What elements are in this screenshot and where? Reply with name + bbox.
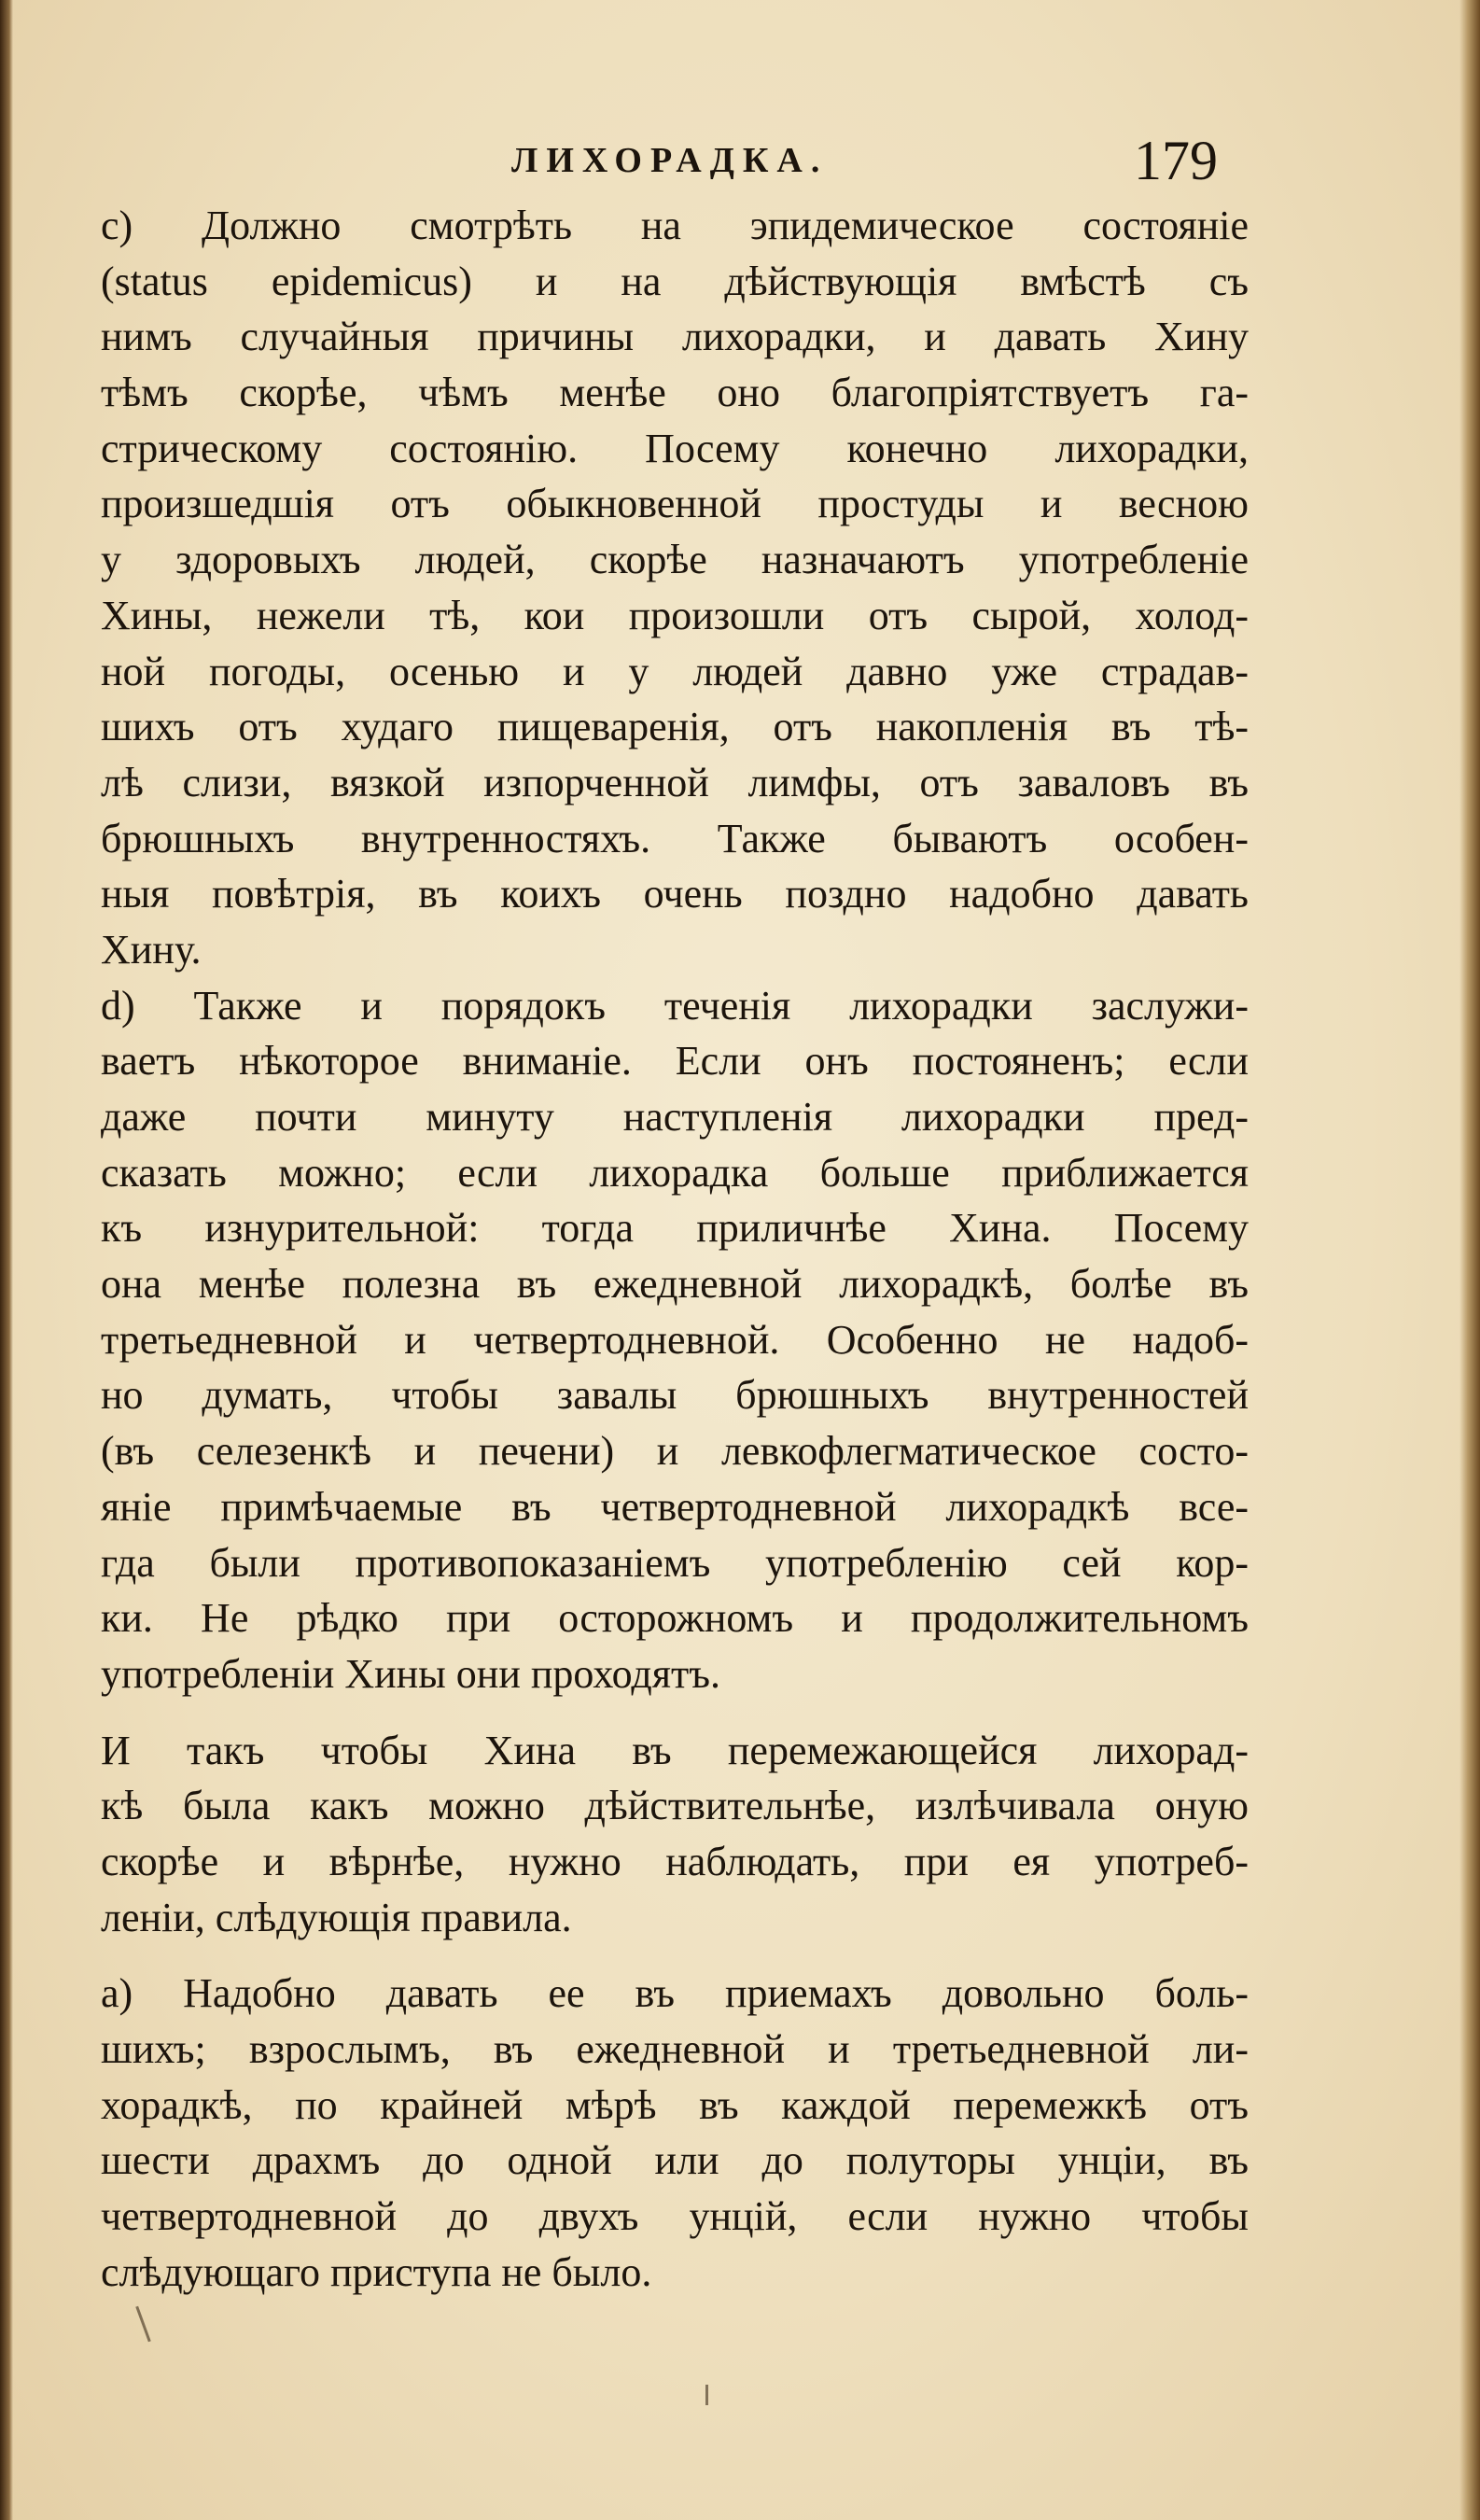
text-line: даже почти минуту наступленія лихорадки пред- (101, 1094, 1249, 1140)
text-line: ныя повѣтрія, въ коихъ очень поздно надобно давать (101, 871, 1249, 917)
page-edge-left (0, 0, 13, 2520)
text-line: И такъ чтобы Хина въ перемежающейся лихорад- (101, 1727, 1249, 1773)
text-line: тѣмъ скорѣе, чѣмъ менѣе оно благопріятствуетъ га- (101, 370, 1249, 416)
text-line: (status epidemicus) и на дѣйствующія вмѣстѣ съ (101, 258, 1249, 304)
text-line: (въ селезенкѣ и печени) и левкофлегматическое состо- (101, 1428, 1249, 1475)
page-number: 179 (1134, 130, 1218, 191)
text-line: нимъ случайныя причины лихорадки, и давать Хину (101, 314, 1249, 360)
text-line: Хины, нежели тѣ, кои произошли отъ сырой, холод- (101, 592, 1249, 638)
text-line: кѣ была какъ можно дѣйствительнѣе, излѣчивала оную (101, 1783, 1249, 1829)
text-line: четвертодневной до двухъ унцій, если нужно чтобы (101, 2193, 1249, 2240)
text-line: лѣ слизи, вязкой изпорченной лимфы, отъ заваловъ въ (101, 759, 1249, 805)
text-line: a) Надобно давать ее въ приемахъ довольно боль- (101, 1970, 1249, 2017)
text-line: употребленіи Хины они проходятъ. (101, 1650, 720, 1697)
text-line: Хину. (101, 926, 202, 973)
page-edge-right (1459, 0, 1480, 2520)
text-line: гда были противопоказаніемъ употребленію сей кор- (101, 1539, 1249, 1586)
text-line: яніе примѣчаемые въ четвертодневной лихорадкѣ все- (101, 1483, 1249, 1530)
text-line: ки. Не рѣдко при осторожномъ и продолжительномъ (101, 1595, 1249, 1642)
text-line: леніи, слѣдующія правила. (101, 1894, 572, 1940)
page-blemish (705, 2385, 708, 2405)
body-text (101, 198, 1249, 2300)
text-line: скорѣе и вѣрнѣе, нужно наблюдать, при ея употреб- (101, 1838, 1249, 1884)
text-line: ваетъ нѣкоторое вниманіе. Если онъ постояненъ; если (101, 1038, 1249, 1085)
text-line: шихъ отъ худаго пищеваренія, отъ накопленія въ тѣ- (101, 704, 1249, 750)
text-line: шихъ; взрослымъ, въ ежедневной и третьедневной ли- (101, 2026, 1249, 2072)
text-line: брюшныхъ внутренностяхъ. Также бываютъ особен- (101, 815, 1249, 861)
text-line: третьедневной и четвертодневной. Особенно не надоб- (101, 1316, 1249, 1363)
text-line: слѣдующаго приступа не было. (101, 2248, 652, 2295)
text-line: но думать, чтобы завалы брюшныхъ внутренностей (101, 1372, 1249, 1419)
paragraph-gap (101, 1702, 1249, 1723)
text-line: у здоровыхъ людей, скорѣе назначаютъ употребленіе (101, 537, 1249, 583)
text-line: хорадкѣ, по крайней мѣрѣ въ каждой перемежкѣ отъ (101, 2081, 1249, 2128)
text-line: произшедшія отъ обыкновенной простуды и весною (101, 481, 1249, 527)
text-line: она менѣе полезна въ ежедневной лихорадкѣ, болѣе въ (101, 1261, 1249, 1308)
running-title: ЛИХОРАДКА. (511, 141, 829, 180)
text-line: шести драхмъ до одной или до полуторы унціи, въ (101, 2137, 1249, 2184)
text-line: стрическому состоянію. Посему конечно лихорадки, (101, 425, 1249, 471)
page-blemish (135, 2306, 150, 2343)
text-line: c) Должно смотрѣть на эпидемическое состояніе (101, 203, 1249, 248)
text-line: сказать можно; если лихорадка больше приближается (101, 1149, 1249, 1196)
text-line: ной погоды, осенью и у людей давно уже страдав- (101, 648, 1249, 694)
text-line: d) Также и порядокъ теченія лихорадки заслужи- (101, 982, 1249, 1029)
text-line: къ изнурительной: тогда приличнѣе Хина. Посему (101, 1205, 1249, 1252)
paragraph-gap (101, 1945, 1249, 1966)
